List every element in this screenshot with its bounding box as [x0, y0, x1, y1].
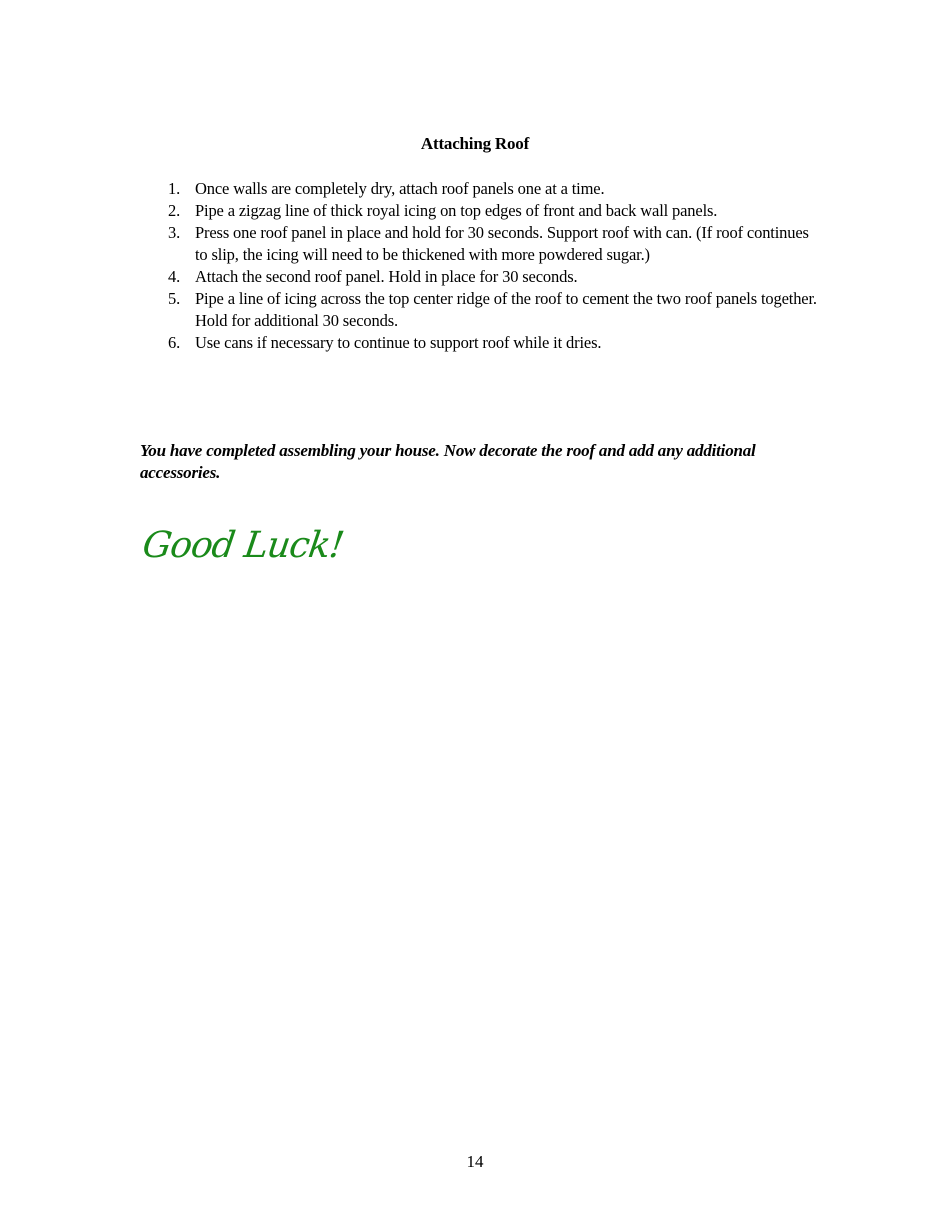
step-number: 6.: [168, 333, 181, 352]
closing-paragraph: You have completed assembling your house. Now decorate the roof and add any additional accessories.: [140, 441, 756, 482]
step-number: 3.: [168, 223, 181, 242]
step-number: 2.: [168, 201, 181, 220]
step-number: 5.: [168, 289, 181, 308]
list-item: [140, 178, 820, 200]
step-number: 1.: [168, 179, 181, 198]
section-heading: Attaching Roof: [420, 134, 530, 153]
step-text: Use cans if necessary to continue to support roof while it dries.: [195, 333, 602, 352]
page-number: 14: [466, 1152, 484, 1171]
step-text: Attach the second roof panel. Hold in place for 30 seconds.: [195, 267, 578, 286]
list-item: [140, 222, 820, 266]
list-item: [140, 200, 820, 222]
list-item: [140, 266, 820, 288]
sign-off-text: Good Luck!: [140, 525, 346, 566]
list-item: [140, 332, 820, 354]
step-text: Once walls are completely dry, attach roof panels one at a time.: [195, 179, 605, 198]
step-number: 4.: [168, 267, 181, 286]
list-item: [140, 288, 820, 332]
instruction-list: [140, 178, 820, 354]
step-text: Pipe a zigzag line of thick royal icing on top edges of front and back wall panels.: [195, 201, 718, 220]
step-text: Press one roof panel in place and hold for 30 seconds. Support roof with can. (If roof continues to slip, the icing will need to be thickened with more powdered sugar.): [195, 223, 809, 264]
step-text: Pipe a line of icing across the top center ridge of the roof to cement the two roof panels together. Hold for additional 30 seconds.: [195, 289, 817, 330]
